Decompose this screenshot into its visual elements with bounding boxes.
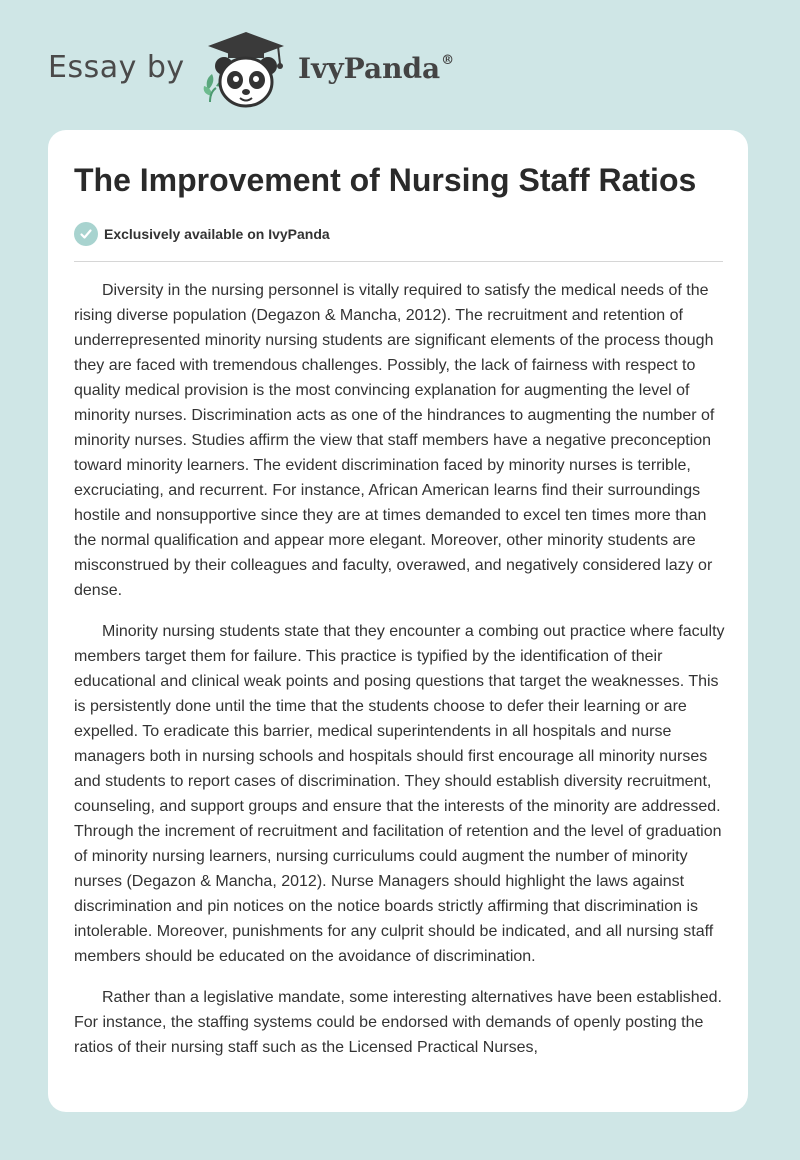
brand-name: IvyPanda <box>298 52 441 85</box>
divider <box>74 261 723 262</box>
exclusive-badge <box>74 222 330 246</box>
ivypanda-logo[interactable] <box>298 52 454 85</box>
paragraph: Rather than a legislative mandate, some interesting alternatives have been established. For instance, the staffing systems could be endorsed with demands of openly posting the ratios of their nursing staff such as the Licensed Practical Nurses, <box>74 989 722 1056</box>
paragraph: Minority nursing students state that they encounter a combing out practice where faculty members target them for failure. This practice is typified by the identification of their educational and clinical weak points and posing questions that target the weaknesses. This is persistently done until the time that the students choose to defer their learning or are expelled. To eradicate this barrier, medical superintendents in all hospitals and nurse managers both in nursing schools and hospitals should first encourage all minority nurses and students to report cases of discrimination. They should establish diversity recruitment, counseling, and support groups and ensure that the interests of the minority are addressed. Through the increment of recruitment and facilitation of retention and the level of graduation of minority nursing learners, nursing curriculums could augment the number of minority nurses (Degazon & Mancha, 2012). Nurse Managers should highlight the laws against discrimination and pin notices on the notice boards strictly affirming that discrimination is intolerable. Moreover, punishments for any culprit should be indicated, and all nursing staff members should be educated on the avoidance of discrimination. <box>74 623 725 965</box>
paragraph: Diversity in the nursing personnel is vitally required to satisfy the medical needs of the rising diverse population (Degazon & Mancha, 2012). The recruitment and retention of underrepresented minority nursing students are significant elements of the process though they are faced with tremendous challenges. Possibly, the lack of fairness with respect to quality medical provision is the most convincing explanation for augmenting the level of minority nurses. Discrimination acts as one of the hindrances to augmenting the number of minority nurses. Studies affirm the view that staff members have a negative preconception toward minority learners. The evident discrimination faced by minority nurses is terrible, excruciating, and recurrent. For instance, African American learns find their surroundings hostile and nonsupportive since they are at times demanded to excel ten times more than the normal qualification and appear more elegant. Moreover, other minority students are misconstrued by their colleagues and faculty, overawed, and negatively considered lazy or dense. <box>74 282 715 599</box>
check-icon <box>74 222 98 246</box>
site-header <box>48 30 548 110</box>
panda-graduate-icon[interactable] <box>198 30 294 110</box>
exclusive-label: Exclusively available on IvyPanda <box>104 226 330 242</box>
essay-body <box>74 278 726 1076</box>
article-card <box>48 130 748 1112</box>
registered-mark: ® <box>441 53 455 68</box>
page-title: The Improvement of Nursing Staff Ratios <box>74 162 697 198</box>
essay-by-label: Essay by <box>48 50 185 85</box>
